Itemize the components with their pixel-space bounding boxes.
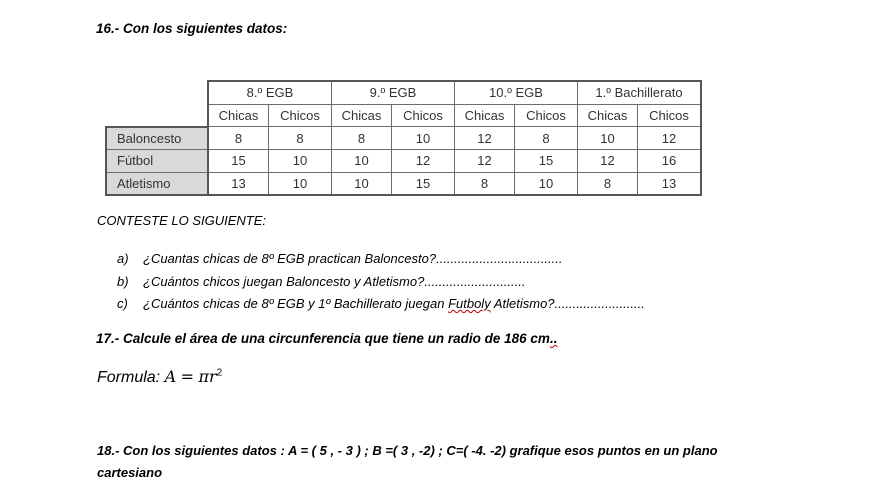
sub-header: Chicas — [332, 104, 392, 127]
row-label: Fútbol — [106, 150, 208, 173]
table-cell: 10 — [515, 172, 578, 195]
table-row — [106, 150, 701, 173]
table-cell: 15 — [392, 172, 455, 195]
table-cell: 12 — [455, 150, 515, 173]
grade-header: 10.º EGB — [455, 81, 578, 104]
formula-lhs: A — [164, 367, 177, 386]
formula-line — [97, 367, 222, 387]
question-a — [117, 251, 563, 266]
question-16-title: 16.- Con los siguientes datos: — [96, 21, 288, 36]
table-cell: 12 — [638, 127, 702, 150]
instructions-heading: CONTESTE LO SIGUIENTE: — [97, 213, 267, 228]
spellcheck-mark: .. — [549, 331, 558, 346]
table-cell: 10 — [332, 150, 392, 173]
question-18-line1: 18.- Con los siguientes datos : A = ( 5 , - 3 ) ; B =( 3 , -2) ; C=( -4. -2) grafique esos puntos en un plano — [97, 443, 718, 458]
question-text: ¿Cuantas chicas de 8º EGB practican Baloncesto? — [143, 251, 437, 266]
grade-header: 8.º EGB — [208, 81, 332, 104]
table-cell: 13 — [208, 172, 269, 195]
answer-blank: ................................... — [436, 251, 563, 266]
question-text: ¿Cuántos chicas de 8º EGB y 1º Bachillerato juegan — [143, 296, 449, 311]
table-cell: 8 — [515, 127, 578, 150]
question-b — [117, 274, 525, 289]
grade-header: 9.º EGB — [332, 81, 455, 104]
table-cell: 10 — [269, 150, 332, 173]
question-17 — [96, 331, 557, 346]
question-text: ¿Cuántos chicos juegan Baloncesto y Atletismo? — [143, 274, 425, 289]
sub-header: Chicos — [638, 104, 702, 127]
formula-equals: = — [180, 367, 194, 386]
table-row — [106, 127, 701, 150]
sports-table — [105, 80, 702, 196]
formula-rhs: πr — [198, 367, 217, 386]
table-cell: 8 — [208, 127, 269, 150]
table-cell: 12 — [455, 127, 515, 150]
table-cell: 16 — [638, 150, 702, 173]
table-row — [106, 172, 701, 195]
table-cell: 12 — [392, 150, 455, 173]
question-18-line2: cartesiano — [97, 465, 163, 480]
table-cell: 8 — [455, 172, 515, 195]
spellcheck-word: Futboly — [448, 296, 491, 311]
question-c — [117, 296, 645, 311]
question-letter: a) — [117, 251, 129, 266]
sub-header: Chicos — [269, 104, 332, 127]
table-cell: 10 — [392, 127, 455, 150]
sub-header: Chicas — [455, 104, 515, 127]
table-subheader-row — [106, 104, 701, 127]
table-cell: 12 — [578, 150, 638, 173]
formula-exponent: 2 — [216, 367, 223, 379]
question-letter: c) — [117, 296, 128, 311]
table-cell: 8 — [269, 127, 332, 150]
table-cell: 13 — [638, 172, 702, 195]
table-cell: 10 — [578, 127, 638, 150]
sub-header: Chicos — [515, 104, 578, 127]
table-cell: 8 — [332, 127, 392, 150]
row-label: Atletismo — [106, 172, 208, 195]
answer-blank: Atletismo?......................... — [490, 296, 645, 311]
question-17-text: 17.- Calcule el área de una circunferencia que tiene un radio de 186 cm — [96, 331, 550, 346]
table-cell: 8 — [578, 172, 638, 195]
row-label: Baloncesto — [106, 127, 208, 150]
answer-blank: ............................ — [424, 274, 526, 289]
sub-header: Chicas — [208, 104, 269, 127]
table-cell: 15 — [208, 150, 269, 173]
table-cell: 10 — [269, 172, 332, 195]
question-letter: b) — [117, 274, 129, 289]
sub-header: Chicas — [578, 104, 638, 127]
grade-header: 1.º Bachillerato — [578, 81, 702, 104]
table-cell: 15 — [515, 150, 578, 173]
sub-header: Chicos — [392, 104, 455, 127]
table-header-row — [106, 81, 701, 104]
formula-label: Formula: — [97, 369, 161, 386]
table-cell: 10 — [332, 172, 392, 195]
